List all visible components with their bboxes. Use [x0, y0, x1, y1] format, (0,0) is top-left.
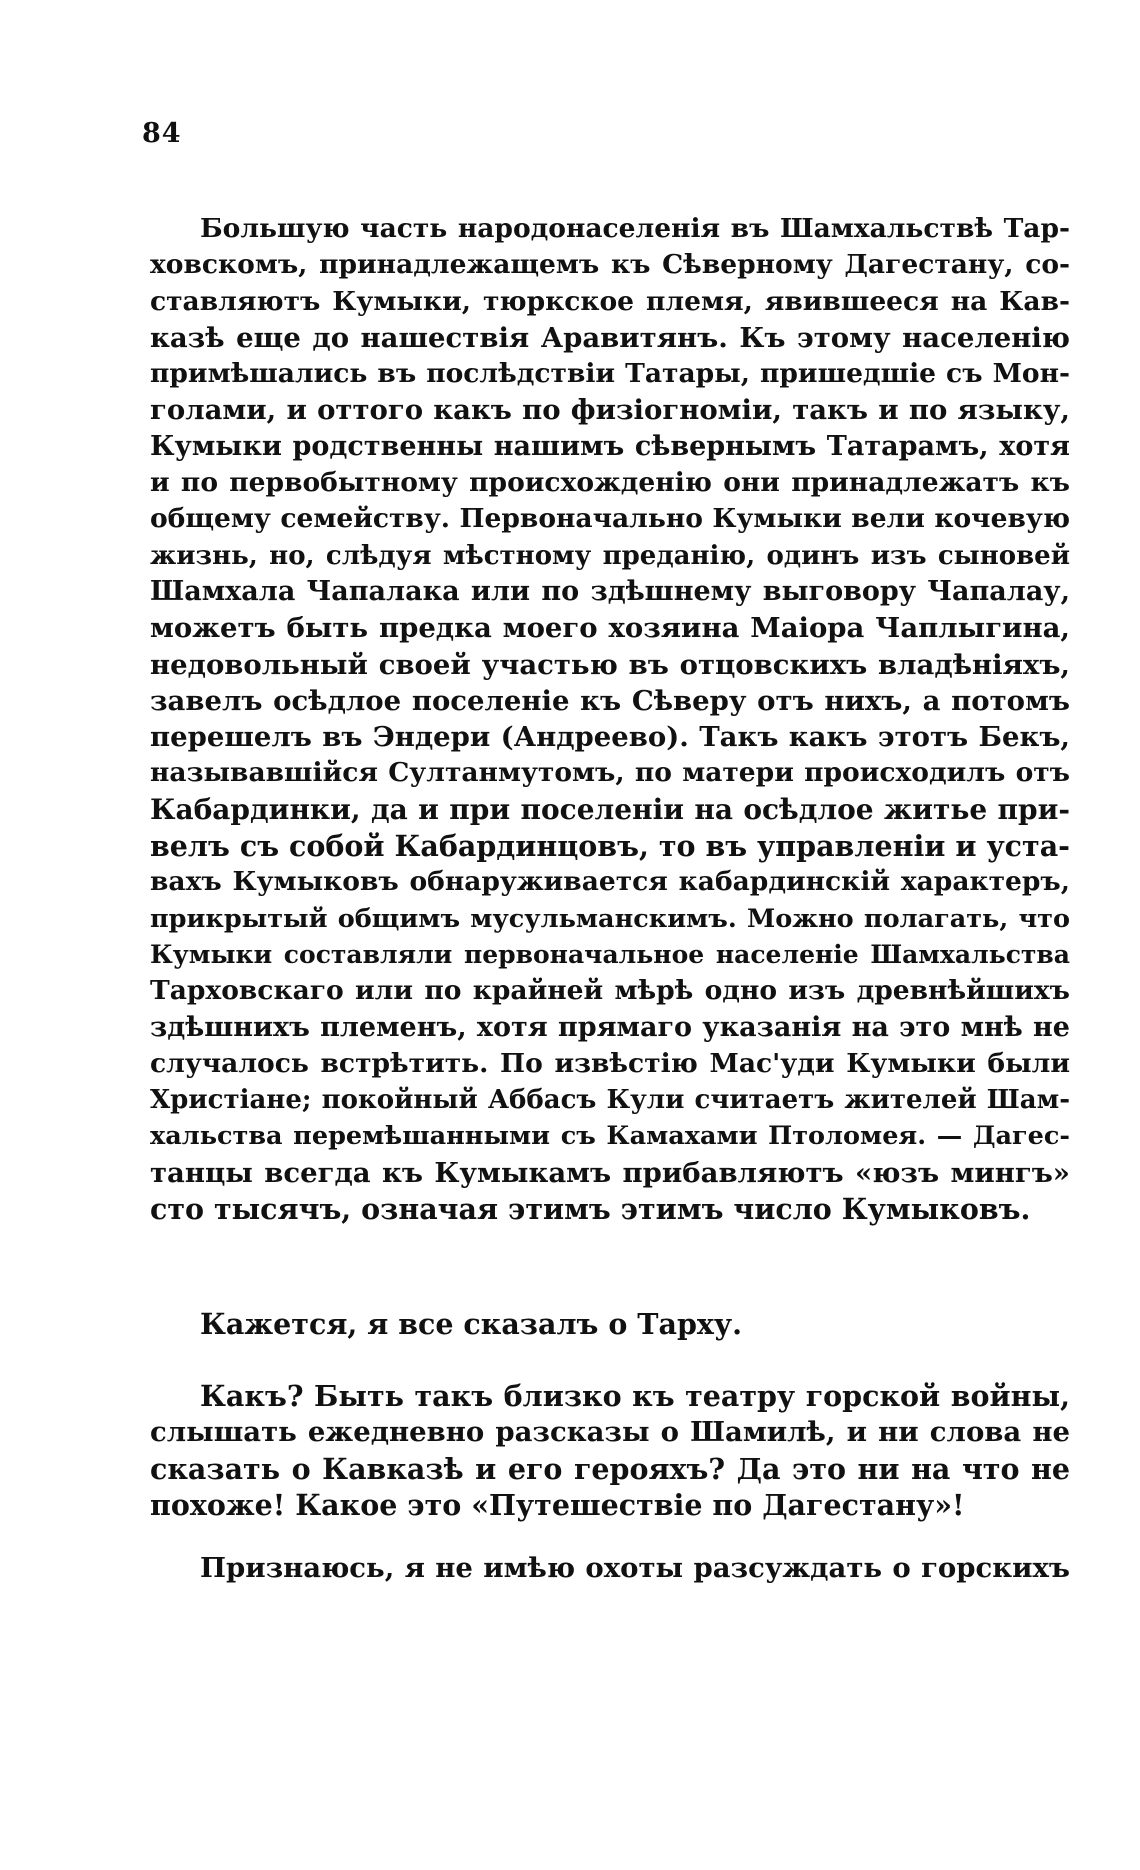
text-line: Кумыки родственны нашимъ сѣвернымъ Татарамъ, хотя — [150, 430, 1070, 462]
text-line: велъ съ собой Кабардинцовъ, то въ управленіи и уста- — [150, 829, 1070, 864]
text-line: сто тысячъ, означая этимъ этимъ число Кумыковъ. — [150, 1192, 1031, 1227]
text-line: Шамхала Чапалака или по здѣшнему выговору Чапалау, — [150, 575, 1070, 607]
paragraph-kak — [150, 1378, 1070, 1523]
text-line: голами, и оттого какъ по физіогноміи, такъ и по языку, — [150, 394, 1070, 427]
text-line: хальства перемѣшанными съ Камахами Птоломея. — Дагес- — [150, 1121, 1070, 1152]
text-line: казѣ еще до нашествія Аравитянъ. Къ этому населенію — [150, 321, 1070, 354]
text-line: прикрытый общимъ мусульманскимъ. Можно полагать, что — [150, 903, 1070, 934]
text-line: ставляютъ Кумыки, тюркское племя, явившееся на Кав- — [150, 285, 1070, 317]
text-line: случалось встрѣтить. По извѣстію Мас'уди Кумыки были — [150, 1047, 1070, 1079]
text-line: ховскомъ, принадлежащемъ къ Сѣверному Дагестану, со- — [150, 249, 1070, 281]
text-line: называвшійся Султанмутомъ, по матери происходилъ отъ — [150, 757, 1070, 789]
text-line: вахъ Кумыковъ обнаруживается кабардинскій характеръ, — [150, 866, 1070, 898]
page-number: 84 — [142, 118, 182, 149]
paragraph-tarhu — [150, 1306, 1070, 1342]
text-line: Христіане; покойный Аббасъ Кули считаетъ жителей Шам- — [150, 1085, 1070, 1116]
text-line: Кабардинки, да и при поселеніи на осѣдлое житье при- — [150, 792, 1070, 826]
text-line: Тарховскаго или по крайней мѣрѣ одно изъ древнѣйшихъ — [150, 975, 1070, 1007]
text-line: перешелъ въ Эндери (Андреево). Такъ какъ этотъ Бекъ, — [150, 721, 1070, 754]
text-line: здѣшнихъ племенъ, хотя прямаго указанія на это мнѣ не — [150, 1011, 1070, 1043]
text-line: можетъ быть предка моего хозяина Маіора Чаплыгина, — [150, 612, 1070, 645]
text-line: жизнь, но, слѣдуя мѣстному преданію, одинъ изъ сыновей — [150, 540, 1070, 571]
text-line: похоже! Какое это «Путешествіе по Дагестану»! — [150, 1487, 965, 1522]
text-line: Большую часть народонаселенія въ Шамхальствѣ Тар- — [200, 213, 1070, 244]
text-line: примѣшались въ послѣдствіи Татары, пришедшіе съ Мон- — [150, 358, 1070, 390]
text-line: Кажется, я все сказалъ о Тарху. — [200, 1307, 743, 1341]
text-line: Какъ? Быть такъ близко къ театру горской войны, — [200, 1379, 1070, 1413]
text-line: Кумыки составляли первоначальное населеніе Шамхальства — [150, 939, 1070, 969]
text-line: общему семейству. Первоначально Кумыки вели кочевую — [150, 503, 1070, 535]
text-line: танцы всегда къ Кумыкамъ прибавляютъ «юзъ мингъ» — [150, 1156, 1070, 1189]
text-line: и по первобытному происхожденію они принадлежатъ къ — [150, 467, 1070, 499]
text-line: недовольный своей участью въ отцовскихъ владѣніяхъ, — [150, 648, 1070, 681]
text-line: Признаюсь, я не имѣю охоты разсуждать о горскихъ — [200, 1552, 1070, 1584]
text-line: слышать ежедневно разсказы о Шамилѣ, и ни слова не — [150, 1416, 1070, 1449]
paragraph-priznayus — [150, 1550, 1070, 1586]
paragraph-kumyki — [150, 211, 1070, 1227]
text-line: сказать о Кавказѣ и его герояхъ? Да это ни на что не — [150, 1451, 1070, 1486]
text-line: завелъ осѣдлое поселеніе къ Сѣверу отъ нихъ, а потомъ — [150, 684, 1070, 717]
